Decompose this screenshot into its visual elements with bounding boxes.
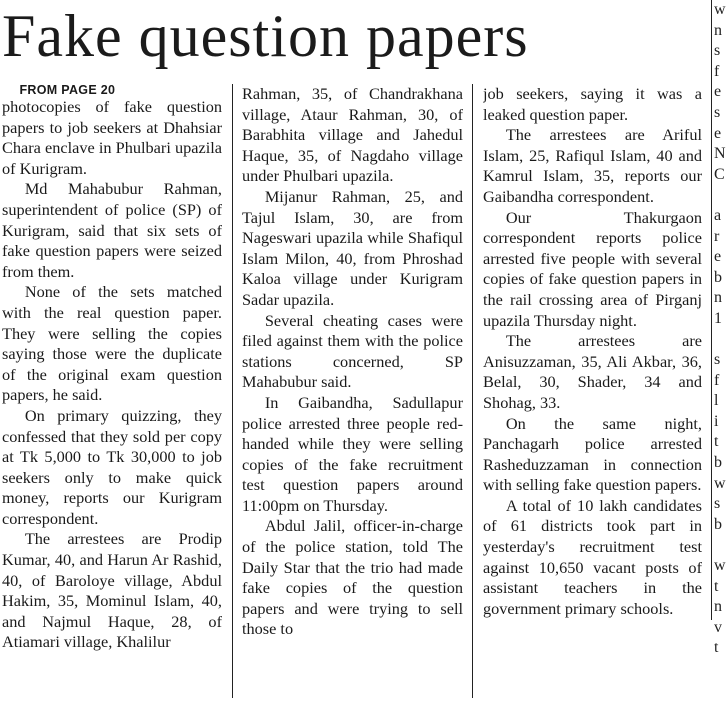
- paragraph: Md Mahabubur Rahman, superintendent of police (SP) of Kurigram, said that six sets of fake question papers were seized from them.: [2, 179, 222, 281]
- edge-letter: a: [714, 206, 722, 224]
- edge-letter: t: [714, 433, 719, 451]
- column-divider: [232, 84, 233, 698]
- article-column-2: [242, 84, 463, 640]
- edge-letter: N: [714, 145, 726, 163]
- edge-letter: w: [714, 557, 726, 575]
- article-column-1: [2, 84, 222, 653]
- edge-letter: r: [714, 227, 720, 245]
- edge-letter: t: [714, 577, 719, 595]
- edge-letter: 1: [714, 309, 722, 327]
- paragraph: None of the sets matched with the real question paper. They were selling the copies saying those were the duplicate of the original exam question papers, he said.: [2, 282, 222, 405]
- edge-letter: f: [714, 62, 720, 80]
- edge-letter: s: [714, 351, 721, 369]
- paragraph: job seekers, saying it was a leaked question paper.: [483, 84, 702, 124]
- edge-letter: i: [714, 412, 719, 430]
- edge-letter: b: [714, 454, 722, 472]
- edge-letter: n: [714, 289, 722, 307]
- edge-letter: s: [714, 103, 721, 121]
- edge-letter: C: [714, 165, 725, 183]
- paragraph: Abdul Jalil, officer-in-charge of the police station, told The Daily Star that the trio had made fake copies of the question papers and were trying to sell those to: [242, 516, 463, 639]
- paragraph: The arrestees are Prodip Kumar, 40, and Harun Ar Rashid, 40, of Baroloye village, Abdul Hakim, 35, Mominul Islam, 40, and Najmul Haque, 28, of Atiamari village, Khalilur: [2, 529, 222, 652]
- article-column-3: [483, 84, 702, 619]
- paragraph: A total of 10 lakh candidates of 61 districts took part in yesterday's recruitment test against 10,650 vacant posts of assistant teachers in the government primary schools.: [483, 495, 702, 618]
- column-divider: [472, 84, 473, 698]
- headline: Fake question papers: [2, 3, 529, 69]
- paragraph: photocopies of fake question papers to job seekers at Dhahsiar Chara enclave in Phulbari upazila of Kurigram.: [2, 97, 222, 178]
- edge-letter: t: [714, 639, 719, 657]
- edge-letter: [714, 535, 727, 556]
- edge-letter: b: [714, 268, 722, 286]
- paragraph: The arrestees are Ariful Islam, 25, Rafiqul Islam, 40 and Kamrul Islam, 35, reports our Gaibandha correspondent.: [483, 125, 702, 206]
- paragraph: On the same night, Panchagarh police arrested Rasheduzzaman in connection with selling fake question papers.: [483, 413, 702, 495]
- edge-letter: [714, 185, 727, 206]
- paragraph: In Gaibandha, Sadullapur police arrested three people red-handed while they were selling copies of the fake recruitment test question papers around 11:00pm on Thursday.: [242, 392, 463, 515]
- edge-letter: s: [714, 42, 721, 60]
- paragraph: Several cheating cases were filed against them with the police stations concerned, SP Mahabubur said.: [242, 310, 463, 392]
- edge-letter: [714, 330, 727, 351]
- edge-letter: w: [714, 474, 726, 492]
- edge-letter: e: [714, 83, 722, 101]
- edge-letter: e: [714, 248, 722, 266]
- paragraph: Mijanur Rahman, 25, and Tajul Islam, 30, are from Nageswari upazila while Shafiqul Islam Milon, 40, from Phroshad Kaloa village under Kurigram Sadar upazila.: [242, 186, 463, 309]
- edge-letter: f: [714, 371, 720, 389]
- edge-letter: l: [714, 392, 719, 410]
- paragraph: Our Thakurgaon correspondent reports police arrested five people with several copies of fake question papers in the rail crossing area of Pirganj upazila Thursday night.: [483, 207, 702, 330]
- edge-letter: e: [714, 124, 722, 142]
- edge-letter: n: [714, 598, 722, 616]
- edge-letter: s: [714, 495, 721, 513]
- adjacent-article-edge: [714, 0, 727, 704]
- edge-letter: n: [714, 21, 722, 39]
- jump-label: FROM PAGE 20: [19, 84, 116, 97]
- edge-letter: w: [714, 1, 726, 18]
- edge-letter: v: [714, 618, 722, 636]
- edge-letter: b: [714, 515, 722, 533]
- paragraph: Rahman, 35, of Chandrakhana village, Ataur Rahman, 30, of Barabhita village and Jahedul Haque, 35, of Nagdaho village under Phulbari upazila.: [242, 84, 463, 186]
- column-divider: [711, 0, 712, 620]
- paragraph: The arrestees are Anisuzzaman, 35, Ali Akbar, 36, Belal, 30, Shader, 34 and Shohag, 33.: [483, 331, 702, 412]
- paragraph: On primary quizzing, they confessed that they sold per copy at Tk 5,000 to Tk 30,000 to job seekers only to make quick money, reports our Kurigram correspondent.: [2, 405, 222, 528]
